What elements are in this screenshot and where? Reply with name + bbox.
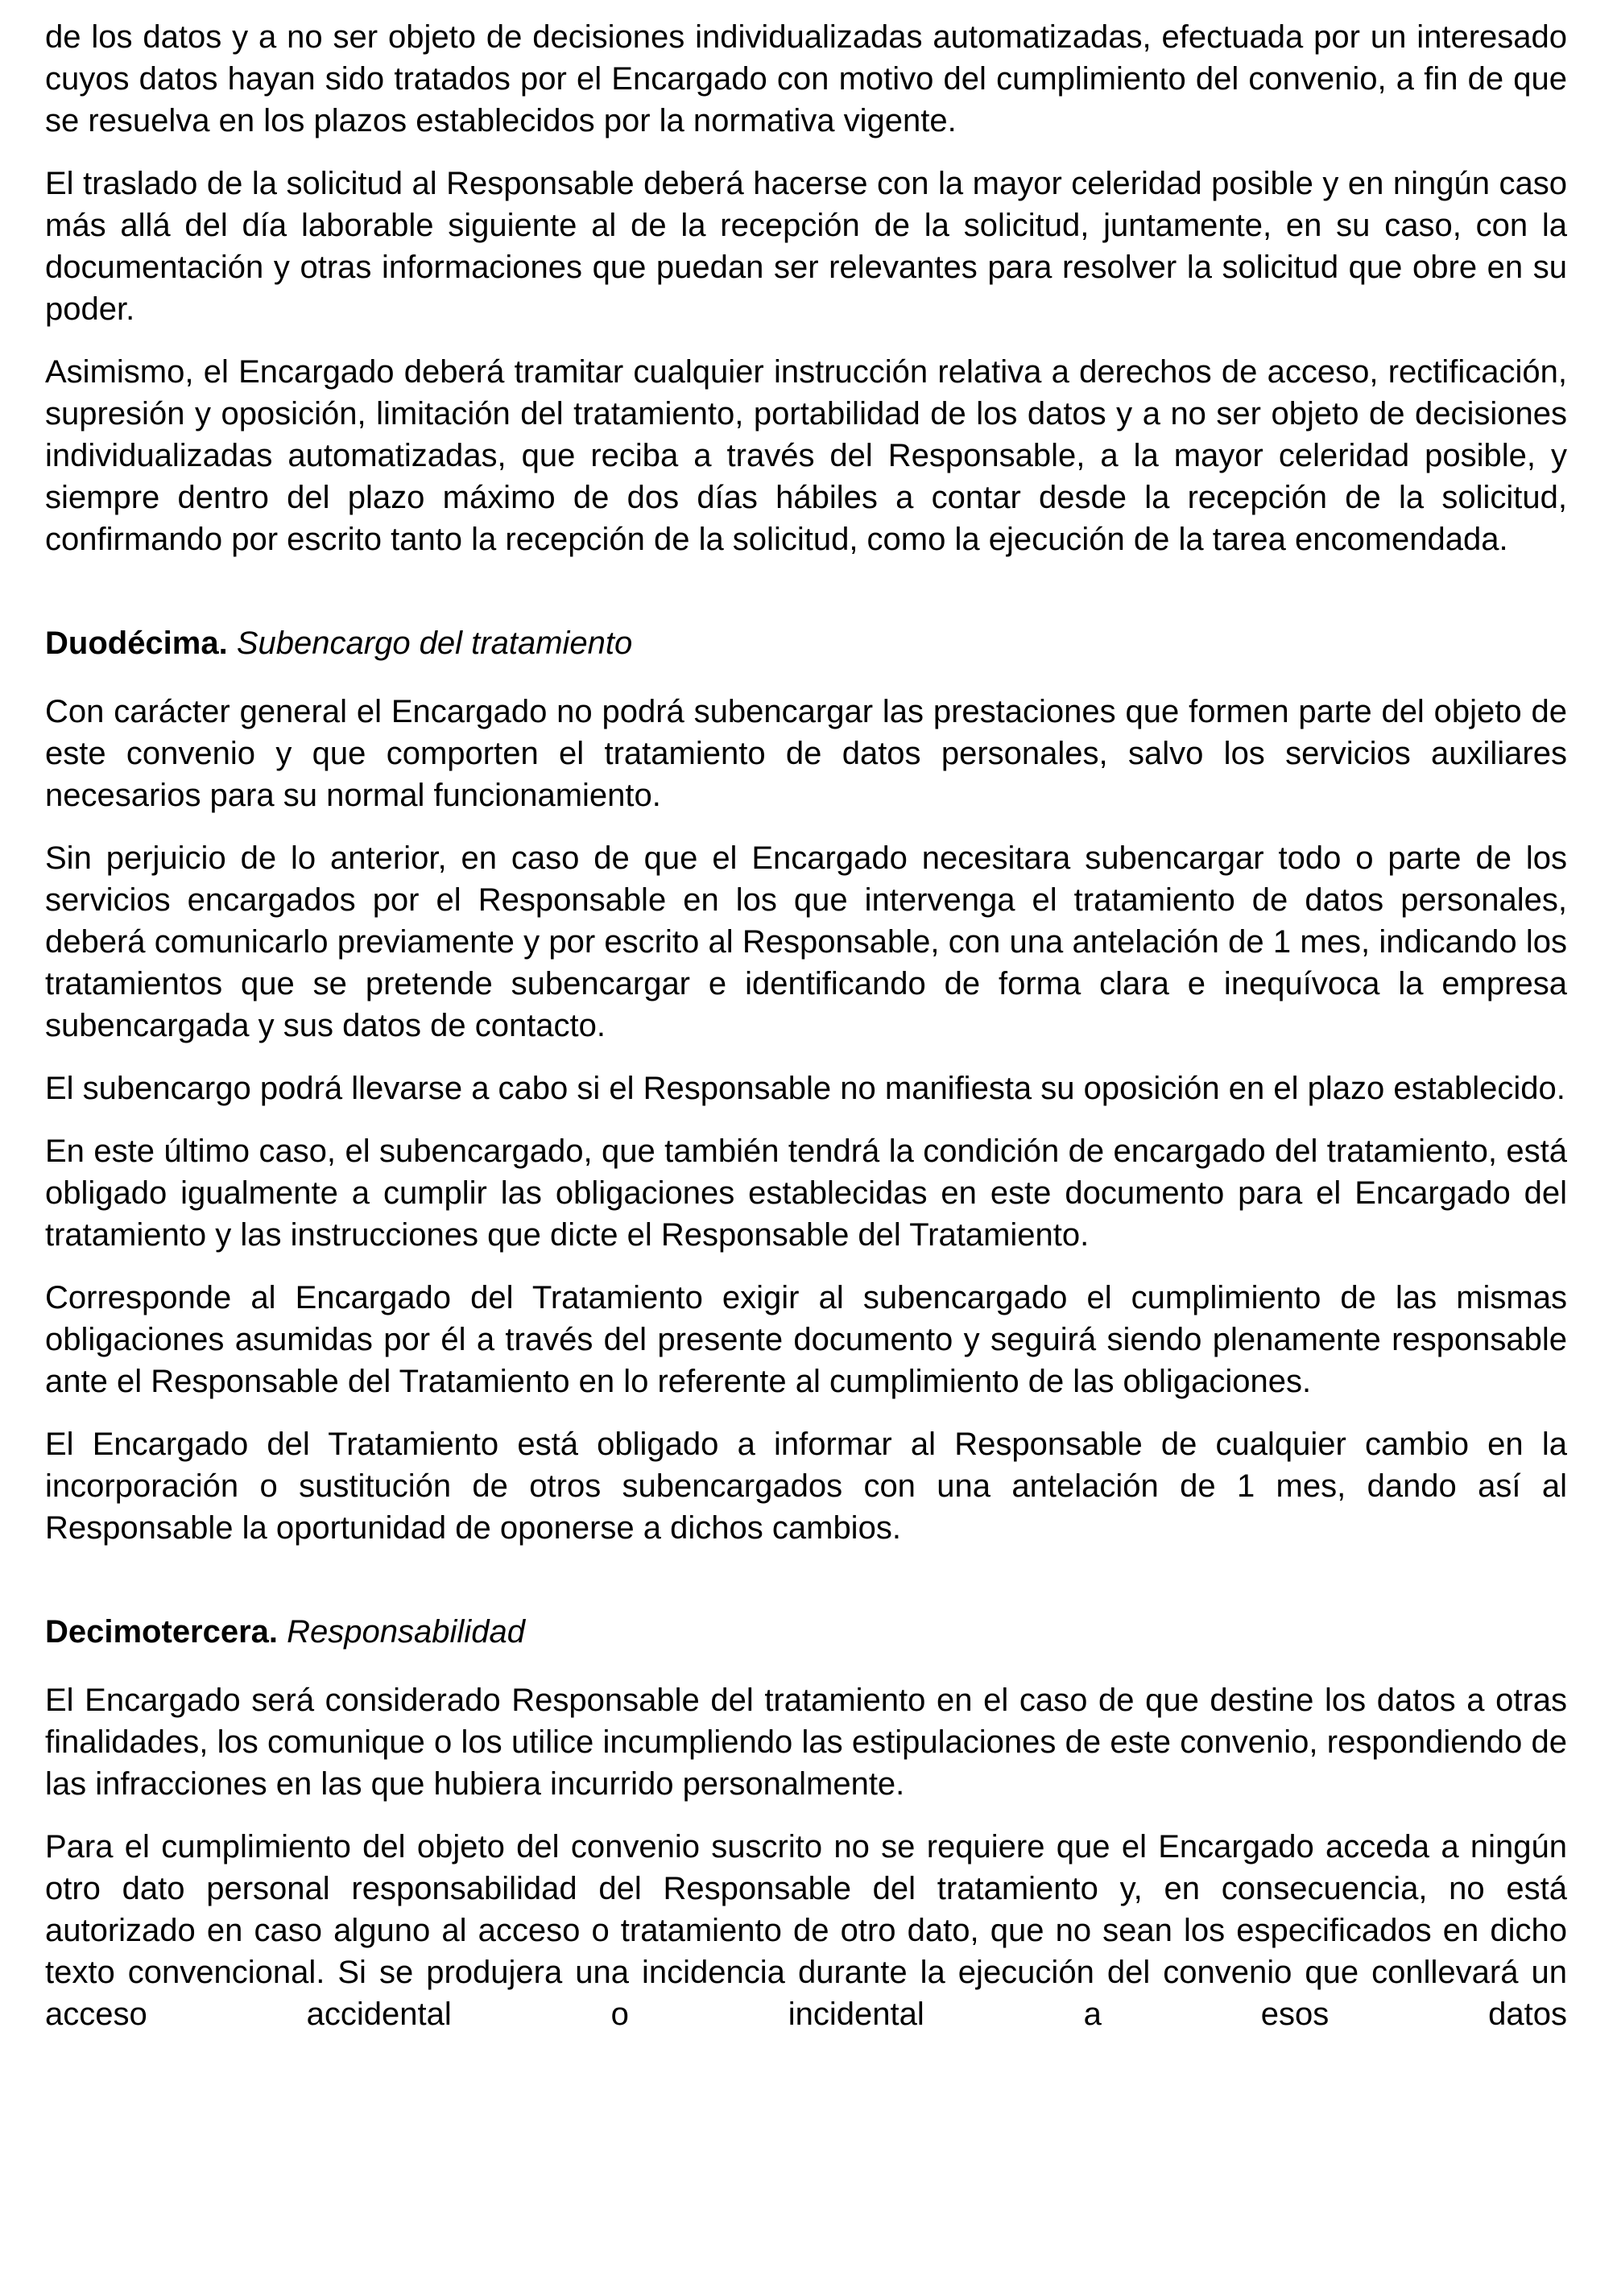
paragraph: de los datos y a no ser objeto de decisiones individualizadas automatizadas, efectuada por un interesado cuyos datos hayan sido tratados por el Encargado con motivo del cumplimiento del convenio, a fin de que se resuelva en los plazos establecidos por la normativa vigente. [45, 19, 1567, 138]
paragraph: Corresponde al Encargado del Tratamiento exigir al subencargado el cumplimiento de las mismas obligaciones asumidas por él a través del presente documento y seguirá siendo plenamente responsable ante el Responsable del Tratamiento en lo referente al cumplimiento de las obligaciones. [45, 1280, 1567, 1399]
paragraph: Para el cumplimiento del objeto del convenio suscrito no se requiere que el Encargado acceda a ningún otro dato personal responsabilidad del Responsable del tratamiento y, en consecuencia, no está autorizado en caso alguno al acceso o tratamiento de otro dato, que no sean los especificados en dicho texto convencional. Si se produjera una incidencia durante la ejecución del convenio que conllevará un acceso accidental o incidental a esos datos [45, 1829, 1567, 2032]
paragraph: Asimismo, el Encargado deberá tramitar cualquier instrucción relativa a derechos de acceso, rectificación, supresión y oposición, limitación del tratamiento, portabilidad de los datos y a no ser objeto de decisiones individualizadas automatizadas, que reciba a través del Responsable, a la mayor celeridad posible, y siempre dentro del plazo máximo de dos días hábiles a contar desde la recepción de la solicitud, confirmando por escrito tanto la recepción de la solicitud, como la ejecución de la tarea encomendada. [45, 354, 1567, 557]
section-heading-decimotercera [45, 1611, 1567, 1653]
paragraph: En este último caso, el subencargado, que también tendrá la condición de encargado del tratamiento, está obligado igualmente a cumplir las obligaciones establecidas en este documento para el Encargado del tratamiento y las instrucciones que dicte el Responsable del Tratamiento. [45, 1134, 1567, 1253]
paragraph: El Encargado del Tratamiento está obligado a informar al Responsable de cualquier cambio en la incorporación o sustitución de otros subencargados con una antelación de 1 mes, dando así al Responsable la oportunidad de oponerse a dichos cambios. [45, 1427, 1567, 1546]
heading-number: Duodécima. [45, 626, 228, 661]
heading-title: Responsabilidad [287, 1614, 525, 1650]
paragraph: El subencargo podrá llevarse a cabo si el Responsable no manifiesta su oposición en el plazo establecido. [45, 1071, 1565, 1106]
paragraph: El traslado de la solicitud al Responsable deberá hacerse con la mayor celeridad posible y en ningún caso más allá del día laborable siguiente al de la recepción de la solicitud, juntamente, en su caso, con la documentación y otras informaciones que puedan ser relevantes para resolver la solicitud que obre en su poder. [45, 166, 1567, 327]
paragraph: Sin perjuicio de lo anterior, en caso de que el Encargado necesitara subencargar todo o parte de los servicios encargados por el Responsable en los que intervenga el tratamiento de datos personales, deberá comunicarlo previamente y por escrito al Responsable, con una antelación de 1 mes, indicando los tratamientos que se pretende subencargar e identificando de forma clara e inequívoca la empresa subencargada y sus datos de contacto. [45, 840, 1567, 1043]
heading-number: Decimotercera. [45, 1614, 279, 1650]
paragraph: Con carácter general el Encargado no podrá subencargar las prestaciones que formen parte del objeto de este convenio y que comporten el tratamiento de datos personales, salvo los servicios auxiliares necesarios para su normal funcionamiento. [45, 694, 1567, 813]
paragraph: El Encargado será considerado Responsable del tratamiento en el caso de que destine los datos a otras finalidades, los comunique o los utilice incumpliendo las estipulaciones de este convenio, respondiendo de las infracciones en las que hubiera incurrido personalmente. [45, 1683, 1567, 1802]
heading-title: Subencargo del tratamiento [236, 626, 633, 661]
section-heading-duodecima [45, 622, 1567, 664]
